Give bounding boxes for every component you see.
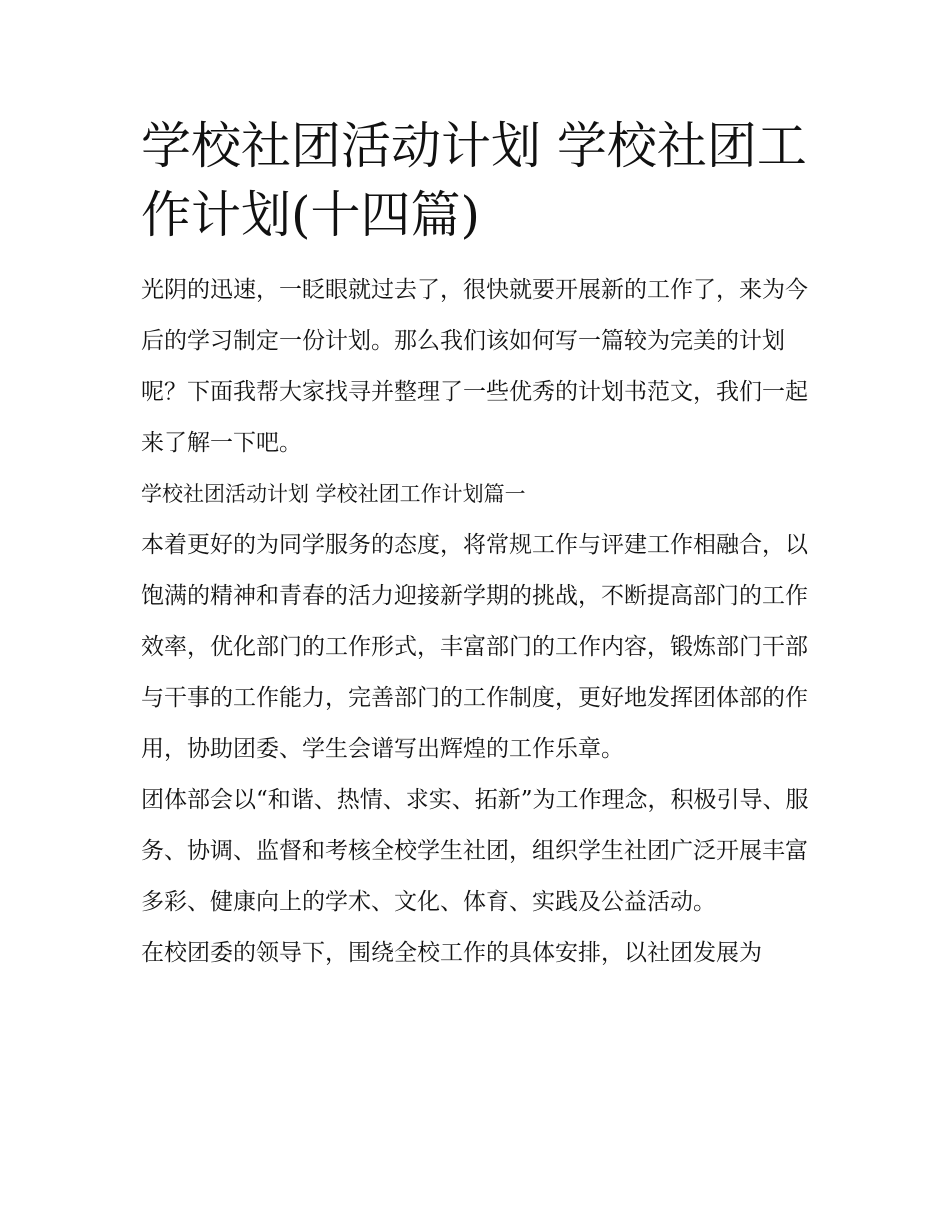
document-body [141, 265, 811, 979]
body-paragraph: 在校团委的领导下，围绕全校工作的具体安排，以社团发展为 [141, 940, 762, 966]
body-paragraph: 本着更好的为同学服务的态度，将常规工作与评建工作相融合，以饱满的精神和青春的活力迎接新学期的挑战，不断提高部门的工作效率，优化部门的工作形式，丰富部门的工作内容，锻炼部门干部与干事的工作能力，完善部门的工作制度，更好地发挥团体部的作用，协助团委、学生会谱写出辉煌的工作乐章。 [141, 532, 808, 762]
body-paragraph: 团体部会以“和谐、热情、求实、拓新”为工作理念，积极引导、服务、协调、监督和考核全校学生社团，组织学生社团广泛开展丰富多彩、健康向上的学术、文化、体育、实践及公益活动。 [141, 787, 809, 915]
intro-paragraph: 光阴的迅速，一眨眼就过去了，很快就要开展新的工作了，来为今后的学习制定一份计划。那么我们该如何写一篇较为完美的计划呢？下面我帮大家找寻并整理了一些优秀的计划书范文，我们一起来了解一下吧。 [141, 277, 808, 456]
document-title: 学校社团活动计划 学校社团工作计划(十四篇) [141, 117, 807, 244]
document-content [141, 112, 811, 979]
section-heading: 学校社团活动计划 学校社团工作计划篇一 [141, 482, 526, 506]
